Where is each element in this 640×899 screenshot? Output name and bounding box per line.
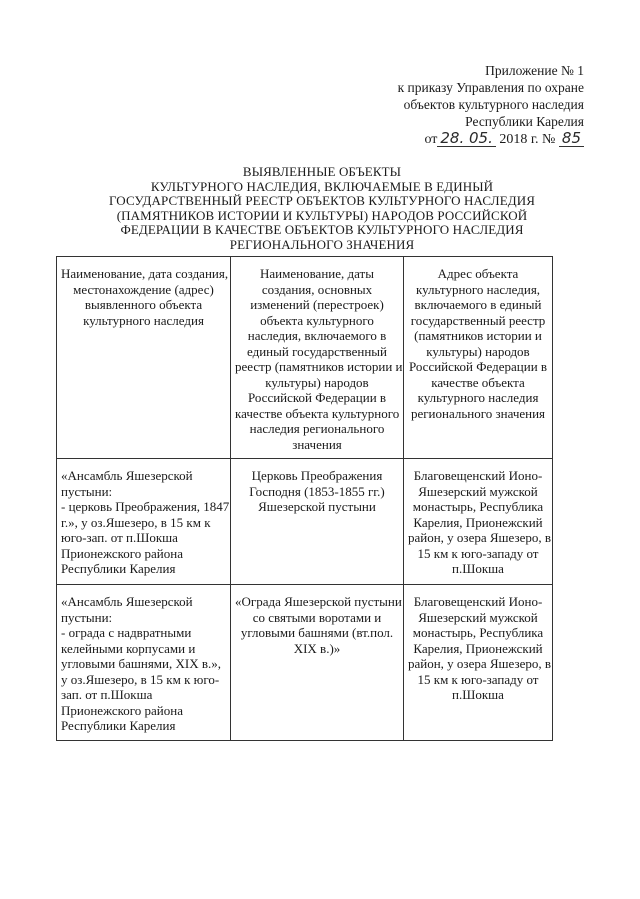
header-cell-identified-object: Наименование, дата создания, местонахождение (адрес) выявленного объекта культурного наследия [57,257,231,459]
title-line: ВЫЯВЛЕННЫЕ ОБЪЕКТЫ [242,164,402,179]
order-date-number [424,131,584,148]
heritage-objects-table [56,256,553,741]
table-row [57,459,553,585]
cell-identified-object: «Ансамбль Яшезерской пустыни: - церковь Преображения, 1847 г.», у оз.Яшезеро, в 15 км к юго-зап. от п.Шокша Прионежского района Республики Карелия [57,459,231,585]
appendix-region: Республики Карелия [465,114,584,129]
appendix-number: Приложение № 1 [485,63,584,78]
document-title [80,165,564,252]
order-year: 2018 г. № [499,132,556,147]
header-cell-object-address: Адрес объекта культурного наследия, включаемого в единый государственный реестр (памятников истории и культуры) народов Российской Федерации в качестве объекта культурного наследия регионального значения [404,257,553,459]
cell-object-name-dates: «Ограда Яшезерской пустыни со святыми воротами и угловыми башнями (вт.пол. XIX в.)» [231,585,404,741]
cell-object-address: Благовещенский Ионо- Яшезерский мужской монастырь, Республика Карелия, Прионежский район, у озера Яшезеро, в 15 км к юго-западу от п.Шокша [404,459,553,585]
appendix-block [398,62,584,130]
title-line: РЕГИОНАЛЬНОГО ЗНАЧЕНИЯ [229,236,415,252]
title-line: (ПАМЯТНИКОВ ИСТОРИИ И КУЛЬТУРЫ) НАРОДОВ РОССИЙСКОЙ [116,207,528,223]
appendix-department: объектов культурного наследия [403,97,584,112]
title-line: ФЕДЕРАЦИИ В КАЧЕСТВЕ ОБЪЕКТОВ КУЛЬТУРНОГО НАСЛЕДИЯ [120,222,524,237]
title-line: ГОСУДАРСТВЕННЫЙ РЕЕСТР ОБЪЕКТОВ КУЛЬТУРНОГО НАСЛЕДИЯ [109,193,535,208]
table-header-row [57,257,553,459]
order-date-handwritten: 28. 05. [437,131,495,147]
cell-identified-object: «Ансамбль Яшезерской пустыни: - ограда с надвратными келейными корпусами и угловыми башнями, XIX в.», у оз.Яшезеро, в 15 км к юго- зап. от п.Шокша Прионежского района Республики Карелия [57,585,231,741]
order-prefix: от [424,132,438,147]
table-row [57,585,553,741]
order-number-handwritten: 85 [559,131,584,147]
header-cell-object-name-dates: Наименование, даты создания, основных изменений (перестроек) объекта культурного наследия, включаемого в единый государственный реестр (памятников истории и культуры) народов Российской Федерации в качестве объекта культурного наследия регионального значения [231,257,404,459]
appendix-order-ref: к приказу Управления по охране [397,80,584,95]
cell-object-name-dates: Церковь Преображения Господня (1853-1855 гг.) Яшезерской пустыни [231,459,404,585]
cell-object-address: Благовещенский Ионо- Яшезерский мужской монастырь, Республика Карелия, Прионежский район, у озера Яшезеро, в 15 км к юго-западу от п.Шокша [404,585,553,741]
title-line: КУЛЬТУРНОГО НАСЛЕДИЯ, ВКЛЮЧАЕМЫЕ В ЕДИНЫЙ [150,178,494,194]
